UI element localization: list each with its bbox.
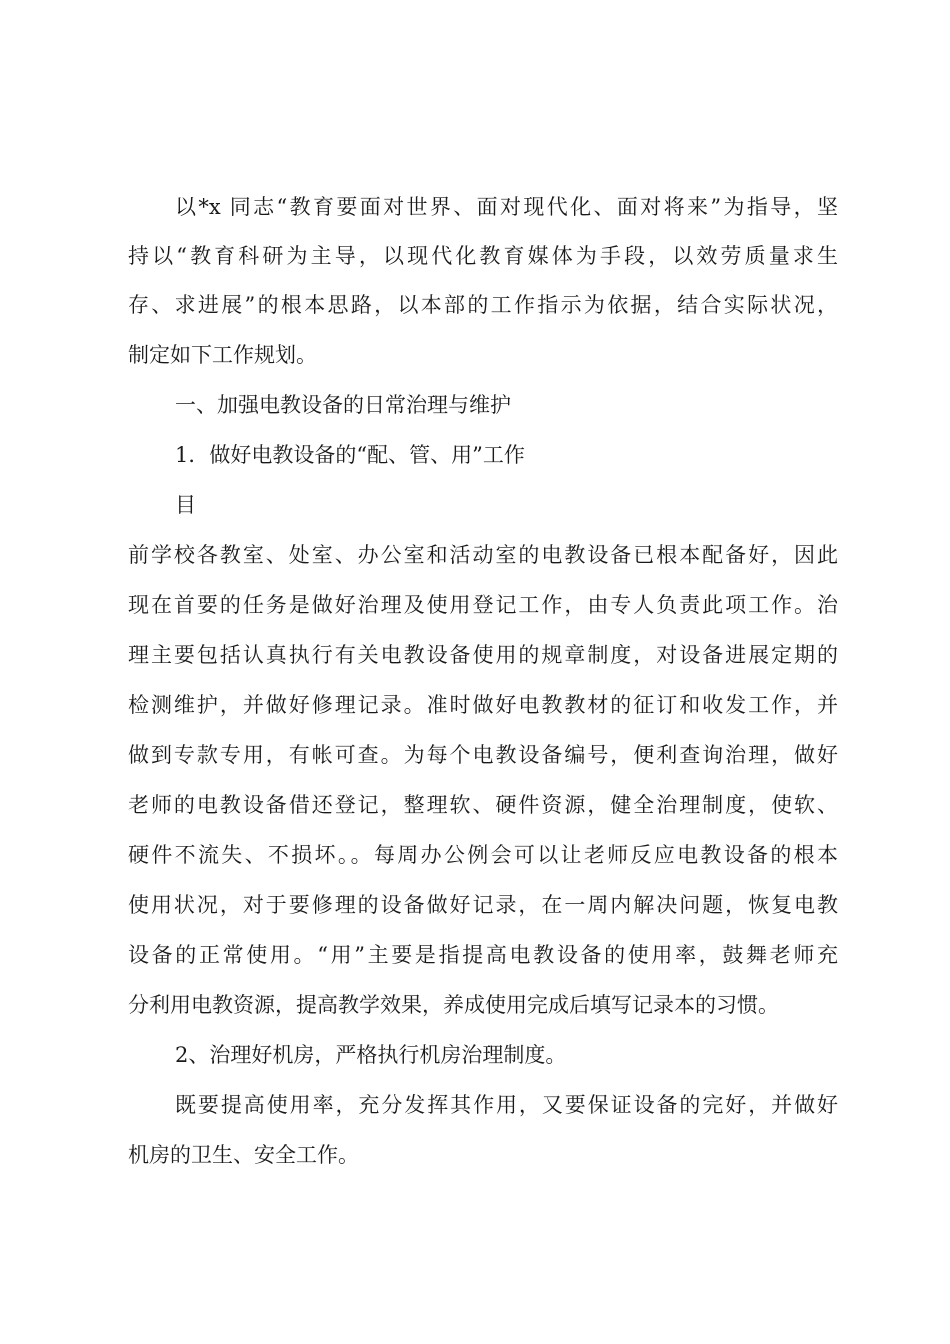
paragraph-2-line-4: 检测维护，并做好修理记录。准时做好电教教材的征订和收发工作，并: [128, 693, 838, 717]
paragraph-3-line-2: 机房的卫生、安全工作。: [128, 1143, 359, 1167]
paragraph-2-line-6: 老师的电教设备借还登记，整理软、硬件资源，健全治理制度，使软、: [128, 793, 838, 817]
subsection-heading-2: 2、治理好机房，严格执行机房治理制度。: [175, 1043, 567, 1067]
paragraph-1-line-1: 以*x 同志“教育要面对世界、面对现代化、面对将来”为指导，坚: [175, 195, 838, 219]
paragraph-2-line-7: 硬件不流失、不损坏。。每周办公例会可以让老师反应电教设备的根本: [128, 843, 838, 867]
paragraph-2-first-char: 目: [175, 493, 196, 517]
paragraph-2-line-10: 分利用电教资源，提高教学效果，养成使用完成后填写记录本的习惯。: [128, 993, 779, 1017]
paragraph-2-line-2: 现在首要的任务是做好治理及使用登记工作，由专人负责此项工作。治: [128, 593, 838, 617]
paragraph-1-line-3: 存、求进展”的根本思路，以本部的工作指示为依据，结合实际状况，: [128, 293, 838, 317]
paragraph-2-line-5: 做到专款专用，有帐可查。为每个电教设备编号，便利查询治理，做好: [128, 743, 838, 767]
paragraph-2-line-8: 使用状况，对于要修理的设备做好记录，在一周内解决问题，恢复电教: [128, 893, 838, 917]
paragraph-3-line-1: 既要提高使用率，充分发挥其作用，又要保证设备的完好，并做好: [175, 1093, 838, 1117]
paragraph-1-line-4: 制定如下工作规划。: [128, 343, 317, 367]
paragraph-2-line-1: 前学校各教室、处室、办公室和活动室的电教设备已根本配备好，因此: [128, 543, 838, 567]
section-heading-1: 一、加强电教设备的日常治理与维护: [175, 393, 511, 417]
subsection-heading-1: 1．做好电教设备的“配、管、用”工作: [175, 443, 525, 467]
paragraph-2-line-9: 设备的正常使用。“用”主要是指提高电教设备的使用率，鼓舞老师充: [128, 943, 838, 967]
paragraph-2-line-3: 理主要包括认真执行有关电教设备使用的规章制度，对设备进展定期的: [128, 643, 838, 667]
paragraph-1-line-2: 持以“教育科研为主导，以现代化教育媒体为手段，以效劳质量求生: [128, 244, 838, 268]
